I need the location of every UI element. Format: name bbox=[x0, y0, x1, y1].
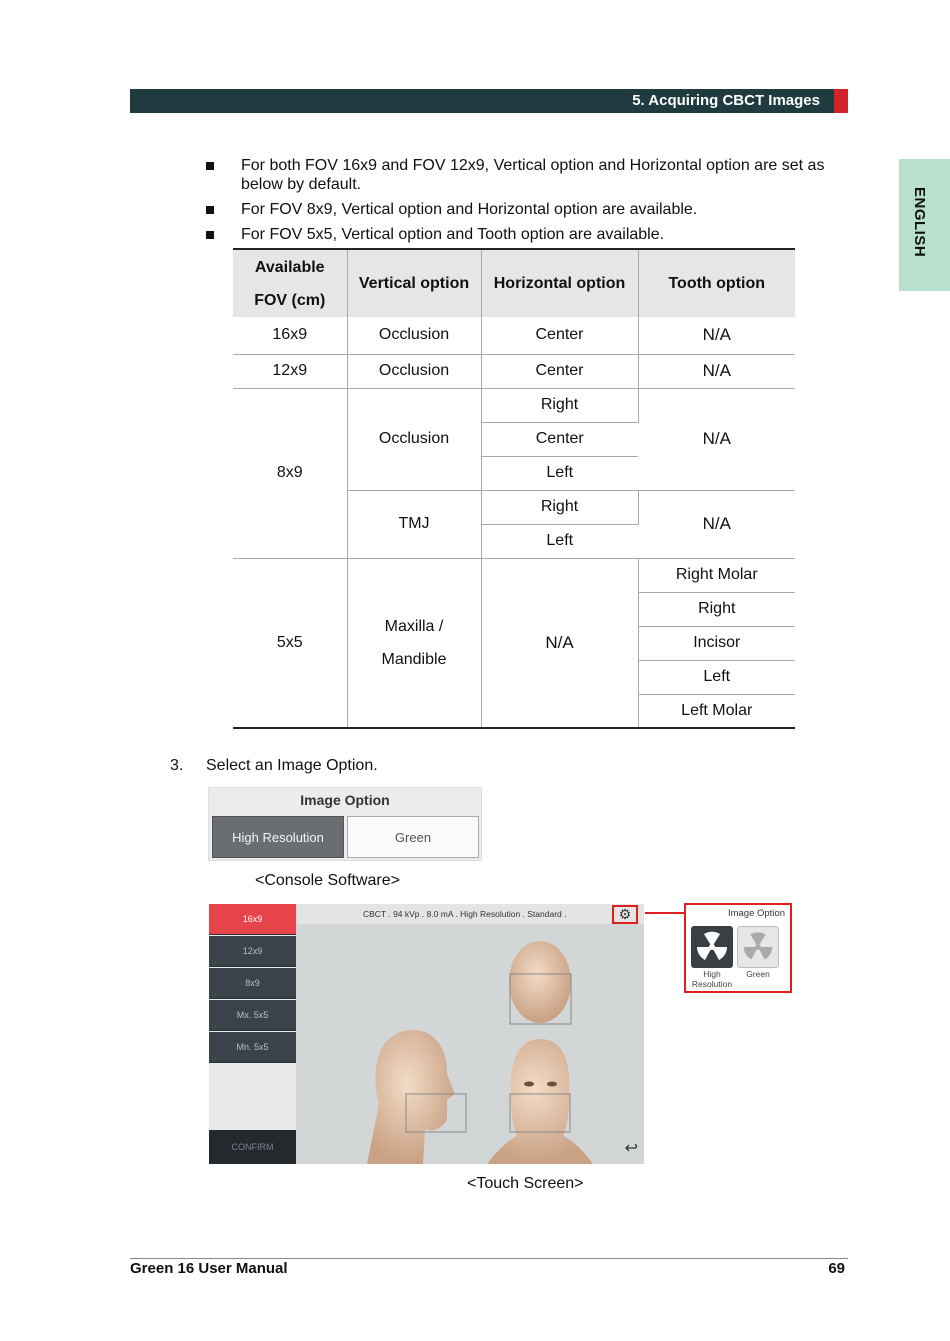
popup-high-resolution-label: High Resolution bbox=[691, 969, 733, 989]
section-header-bar bbox=[130, 89, 848, 113]
fov-button-mx-5x5[interactable]: Mx. 5x5 bbox=[209, 1000, 296, 1031]
top-view-head bbox=[509, 941, 571, 1024]
table-row: Right bbox=[233, 592, 795, 626]
fov-button-mn-5x5[interactable]: Mn. 5x5 bbox=[209, 1032, 296, 1063]
bullet-square-icon bbox=[206, 162, 214, 170]
image-option-panel bbox=[208, 787, 482, 861]
status-bar bbox=[297, 904, 644, 924]
fov-button-12x9[interactable]: 12x9 bbox=[209, 936, 296, 967]
popup-green-label: Green bbox=[746, 969, 770, 979]
section-title: 5. Acquiring CBCT Images bbox=[632, 92, 820, 109]
bullet-item: For FOV 8x9, Vertical option and Horizontal option are available. bbox=[203, 200, 853, 219]
head-illustrations bbox=[297, 924, 644, 1164]
header-horizontal: Horizontal option bbox=[481, 249, 638, 317]
page-number: 69 bbox=[828, 1260, 845, 1277]
footer-manual-title: Green 16 User Manual bbox=[130, 1260, 288, 1277]
callout-connector bbox=[645, 912, 685, 914]
table-row: TMJ Right N/A bbox=[233, 490, 795, 524]
footer-divider bbox=[130, 1258, 848, 1259]
side-view-head bbox=[367, 1030, 466, 1164]
header-fov: Available FOV (cm) bbox=[233, 249, 347, 317]
high-resolution-button[interactable]: High Resolution bbox=[212, 816, 344, 858]
table-row: 16x9 Occlusion Center N/A bbox=[233, 317, 795, 354]
header-accent bbox=[834, 89, 848, 113]
image-option-popup bbox=[684, 903, 792, 993]
back-arrow-icon[interactable]: ↩ bbox=[624, 1140, 638, 1157]
green-radiation-icon[interactable] bbox=[737, 926, 779, 968]
high-resolution-radiation-icon[interactable] bbox=[691, 926, 733, 968]
table-row: Left Molar bbox=[233, 694, 795, 728]
table-row: Left bbox=[233, 660, 795, 694]
table-row: Incisor bbox=[233, 626, 795, 660]
language-tab bbox=[899, 159, 950, 291]
confirm-button[interactable]: CONFIRM bbox=[209, 1130, 296, 1164]
fov-button-16x9[interactable]: 16x9 bbox=[209, 904, 296, 935]
table-row: 12x9 Occlusion Center N/A bbox=[233, 354, 795, 388]
step-3: 3. Select an Image Option. bbox=[170, 757, 378, 774]
table-row: Left bbox=[233, 524, 795, 558]
front-view-head bbox=[487, 1039, 593, 1164]
gear-icon[interactable]: ⚙ bbox=[612, 905, 638, 924]
language-tab-label: ENGLISH bbox=[911, 187, 928, 258]
bullet-square-icon bbox=[206, 206, 214, 214]
table-row: 5x5 Maxilla / Mandible N/A Right Molar bbox=[233, 558, 795, 592]
header-tooth: Tooth option bbox=[638, 249, 795, 317]
fov-button-8x9[interactable]: 8x9 bbox=[209, 968, 296, 999]
image-option-title: Image Option bbox=[300, 792, 390, 808]
header-vertical: Vertical option bbox=[347, 249, 481, 317]
popup-title: Image Option bbox=[727, 908, 785, 919]
fov-options-table bbox=[233, 248, 795, 729]
head-preview-area bbox=[297, 924, 644, 1164]
table-row: Left bbox=[233, 456, 795, 490]
bullet-item: For FOV 5x5, Vertical option and Tooth option are available. bbox=[203, 225, 853, 244]
green-button[interactable]: Green bbox=[347, 816, 479, 858]
bullet-item: For both FOV 16x9 and FOV 12x9, Vertical option and Horizontal option are set as below by default. bbox=[203, 156, 853, 194]
console-caption: <Console Software> bbox=[255, 872, 400, 889]
status-text: CBCT . 94 kVp . 8.0 mA . High Resolution . Standard . bbox=[363, 909, 567, 919]
touch-caption: <Touch Screen> bbox=[467, 1175, 584, 1192]
bullet-list bbox=[203, 156, 853, 250]
touch-screen bbox=[209, 904, 644, 1164]
table-row: 8x9 Occlusion Right N/A bbox=[233, 388, 795, 422]
bullet-square-icon bbox=[206, 231, 214, 239]
table-row: Center bbox=[233, 422, 795, 456]
table-header-row bbox=[233, 249, 795, 317]
